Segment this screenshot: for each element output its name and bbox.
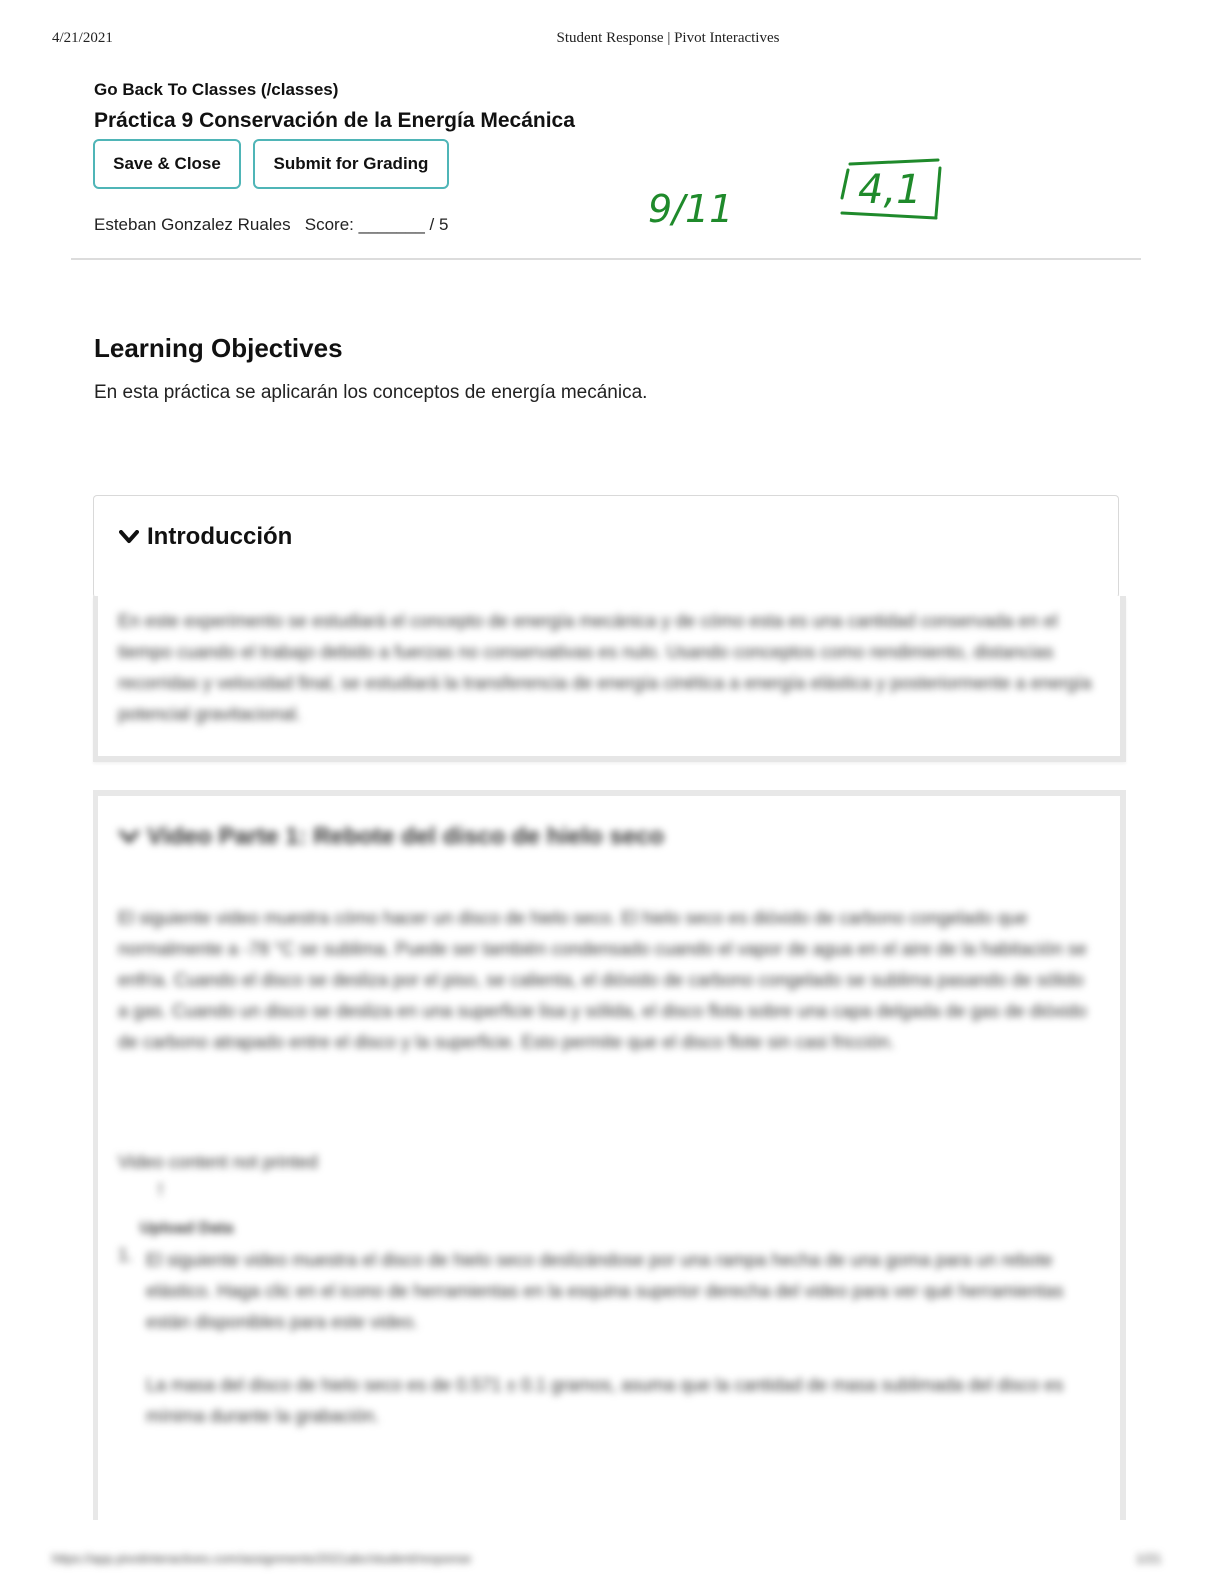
- video-section-text: El siguiente video muestra cómo hacer un disco de hielo seco. El hielo seco es dióxido de carbono congelado que normalmente a -78 °C se sublima. Puede ser también condensado cuando el vapor de agua en el aire de la habitación se enfría. Cuando el disco se desliza por el piso, se calienta, el dióxido de carbono congelado se sublima pasando de sólido a gas. Cuando un disco se desliza en una superficie lisa y sólida, el disco flota sobre una capa delgada de gas de dióxido de carbono atrapado entre el disco y la superficie. Esto permite que el disco flote sin casi fricción.: [118, 908, 1087, 1052]
- video-placeholder: Video content not printed: [118, 1152, 318, 1172]
- question-text-2: La masa del disco de hielo seco es de 0.571 ± 0.1 gramos, asuma que la cantidad de masa sublimada del disco es mínima durante la grabación.: [146, 1375, 1064, 1426]
- score-total: / 5: [429, 215, 449, 234]
- footer-page-number: 1/21: [1136, 1551, 1162, 1566]
- header-divider: [71, 258, 1141, 260]
- score-label: Score:: [304, 215, 354, 234]
- learning-objectives-text: En esta práctica se aplicarán los conceptos de energía mecánica.: [94, 382, 648, 403]
- fraction-text: 9/11: [648, 187, 734, 231]
- handwritten-boxed-score: [842, 160, 940, 218]
- handwritten-annotations: [620, 140, 980, 260]
- print-page-title: Student Response | Pivot Interactives: [556, 30, 780, 46]
- introduccion-title: Introducción: [147, 523, 293, 550]
- student-info: [94, 215, 448, 235]
- chevron-down-icon: [119, 530, 139, 544]
- footer-url: https://app.pivotinteractives.com/assignments/2021abc/student/response: [52, 1551, 472, 1566]
- question-number: 1.: [118, 1245, 134, 1265]
- submit-grading-button[interactable]: Submit for Grading: [253, 139, 449, 189]
- video-alert-icon: !: [158, 1180, 164, 1200]
- question-text: El siguiente video muestra el disco de hielo seco deslizándose por una rampa hecha de una goma para un rebote elástico. Haga clic en el icono de herramientas en la esquina superior derecha del video para ver qué herramientas están disponibles para este video.: [146, 1250, 1064, 1332]
- handwritten-fraction: [648, 187, 733, 231]
- chevron-down-icon: [119, 830, 139, 844]
- print-date: 4/21/2021: [52, 30, 113, 46]
- save-close-button[interactable]: Save & Close: [93, 139, 241, 189]
- learning-objectives-heading: Learning Objectives: [94, 333, 343, 363]
- student-name: Esteban Gonzalez Ruales: [94, 215, 291, 234]
- upload-data-link[interactable]: Upload Data: [140, 1220, 234, 1237]
- video-section-toggle[interactable]: [119, 823, 664, 851]
- back-to-classes-link[interactable]: Go Back To Classes (/classes): [94, 80, 339, 99]
- assignment-title: Práctica 9 Conservación de la Energía Mecánica: [94, 109, 575, 132]
- video-section-title: Video Parte 1: Rebote del disco de hielo seco: [147, 823, 665, 850]
- introduccion-text: En este experimento se estudiará el concepto de energía mecánica y de cómo esta es una cantidad conservada en el tiempo cuando el trabajo debido a fuerzas no conservativas es nulo. Usando conceptos como rendimiento, distancias recorridas y velocidad final, se estudiará la transferencia de energía cinética a energía elástica y posteriormente a energía potencial gravitacional.: [118, 611, 1092, 724]
- introduccion-toggle[interactable]: [119, 523, 292, 551]
- print-header: [0, 30, 1224, 50]
- score-blank: _______: [358, 215, 425, 234]
- boxed-score-text: 4,1: [858, 167, 922, 213]
